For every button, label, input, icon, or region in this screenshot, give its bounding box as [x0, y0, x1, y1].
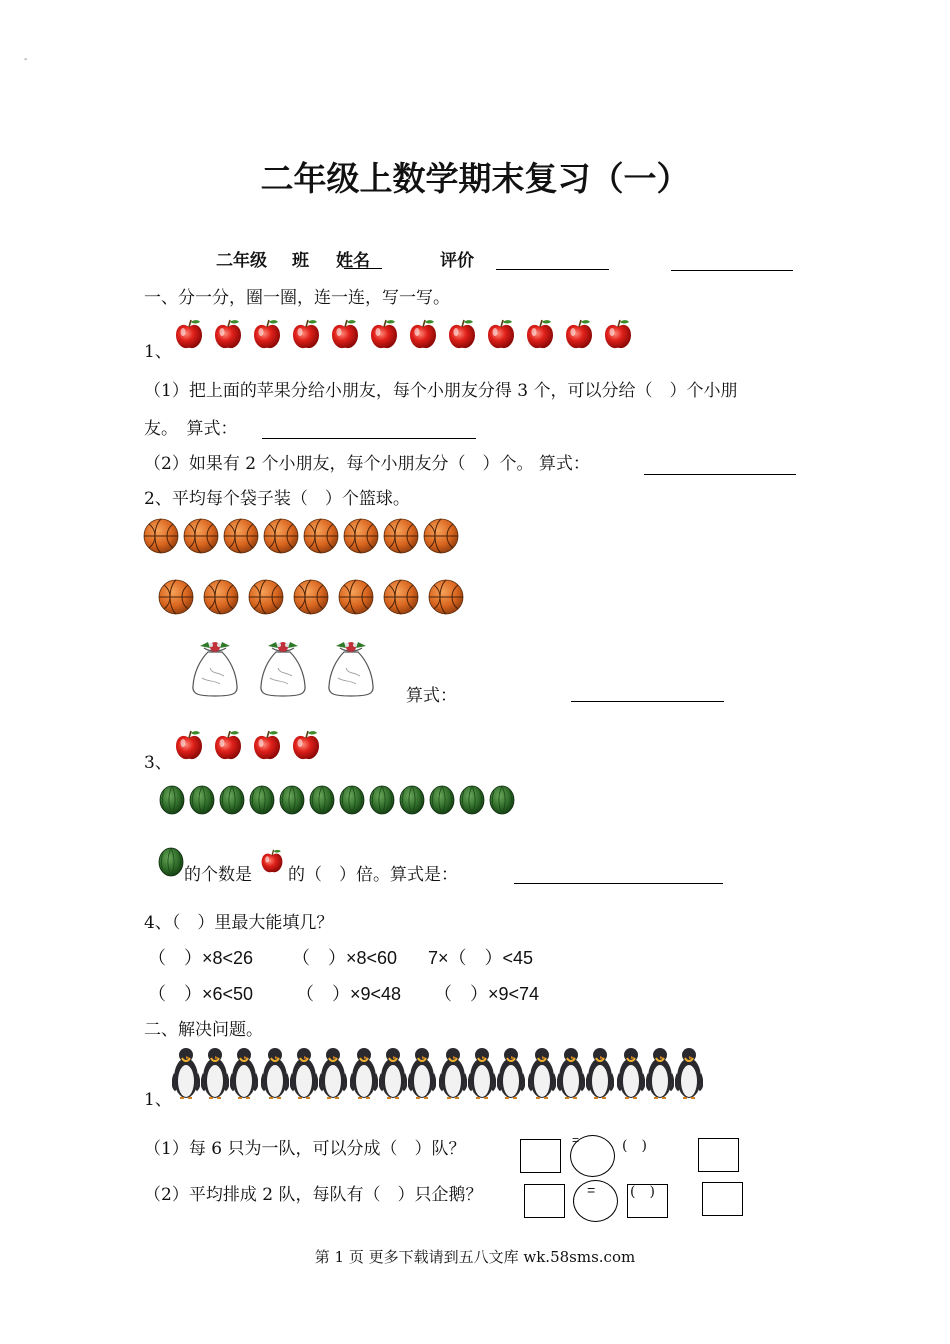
penguin-icon: [261, 1046, 289, 1100]
name-label: 姓名: [336, 251, 370, 271]
penguin-icon: [646, 1046, 674, 1100]
basketball-icon: [158, 579, 194, 615]
penguin-icon: [408, 1046, 436, 1100]
corner-mark: -: [24, 54, 28, 65]
q1-sub1-answer-line[interactable]: [262, 438, 476, 439]
s2-box-2c[interactable]: [702, 1182, 743, 1216]
q3-melon-icon: [158, 846, 184, 878]
apple-icon: [213, 729, 243, 761]
q2-bag-row: [190, 638, 394, 698]
rating-label: 评价: [440, 251, 474, 271]
melon-icon: [189, 785, 215, 815]
q2-answer-line[interactable]: [571, 701, 724, 702]
s2-box-1a[interactable]: [520, 1139, 561, 1173]
s2-q1-number: 1、: [144, 1090, 172, 1110]
apple-icon: [525, 318, 555, 350]
footer: 第 1 页 更多下载请到五八文库 wk.58sms.com: [314, 1248, 636, 1266]
q1-number: 1、: [144, 342, 172, 362]
apple-icon: [252, 729, 282, 761]
melon-icon: [369, 785, 395, 815]
basketball-icon: [263, 518, 299, 554]
melon-icon: [339, 785, 365, 815]
s2-equals-1: =: [572, 1133, 580, 1147]
basketball-icon: [183, 518, 219, 554]
rating-blank[interactable]: [496, 269, 609, 270]
q2-text: 2、平均每个袋子装（ ）个篮球。: [144, 489, 410, 509]
q2-ball-row1: [143, 518, 463, 554]
basketball-icon: [383, 579, 419, 615]
apple-icon: [291, 729, 321, 761]
grade-label: 二年级: [216, 251, 267, 271]
penguin-icon: [439, 1046, 467, 1100]
basketball-icon: [203, 579, 239, 615]
melon-icon: [459, 785, 485, 815]
s2-box-2a[interactable]: [524, 1184, 565, 1218]
apple-icon: [213, 318, 243, 350]
melon-icon: [489, 785, 515, 815]
gift-bag-icon: [190, 638, 240, 698]
penguin-icon: [468, 1046, 496, 1100]
q3-text-b: 的（ ）倍。算式是：: [288, 865, 458, 885]
q4-heading: 4、（ ）里最大能填几？: [144, 913, 334, 933]
q3-melon-row: [159, 785, 519, 815]
q4-item-1: （ ）×8<26: [148, 948, 254, 968]
name-underline: [344, 268, 382, 269]
penguin-icon: [319, 1046, 347, 1100]
apple-icon: [291, 318, 321, 350]
penguin-icon: [350, 1046, 378, 1100]
apple-icon: [174, 729, 204, 761]
penguin-icon: [557, 1046, 585, 1100]
basketball-icon: [343, 518, 379, 554]
melon-icon: [249, 785, 275, 815]
basketball-icon: [338, 579, 374, 615]
penguin-icon: [172, 1046, 200, 1100]
basketball-icon: [143, 518, 179, 554]
penguin-icon: [586, 1046, 614, 1100]
apple-icon: [174, 318, 204, 350]
penguin-icon: [528, 1046, 556, 1100]
q2-formula-label: 算式：: [406, 686, 457, 706]
melon-icon: [279, 785, 305, 815]
melon-icon: [429, 785, 455, 815]
q1-sub2: （2）如果有 2 个小朋友，每个小朋友分（ ）个。 算式：: [144, 454, 590, 474]
apple-icon: [369, 318, 399, 350]
penguin-icon: [290, 1046, 318, 1100]
s2-box-1b[interactable]: [698, 1138, 739, 1172]
penguin-icon: [617, 1046, 645, 1100]
q3-answer-line[interactable]: [514, 883, 723, 884]
melon-icon: [159, 785, 185, 815]
penguin-icon: [201, 1046, 229, 1100]
penguin-icon: [497, 1046, 525, 1100]
basketball-icon: [248, 579, 284, 615]
section2-heading: 二、解决问题。: [144, 1020, 263, 1040]
basketball-icon: [428, 579, 464, 615]
apple-icon: [330, 318, 360, 350]
q3-apple-row: [174, 729, 330, 761]
melon-icon: [219, 785, 245, 815]
q3-number: 3、: [144, 753, 172, 773]
melon-icon: [399, 785, 425, 815]
apple-icon: [252, 318, 282, 350]
q4-item-4: （ ）×6<50: [148, 984, 254, 1004]
section1-heading: 一、分一分，圈一圈，连一连，写一写。: [144, 288, 450, 308]
penguin-icon: [675, 1046, 703, 1100]
penguin-icon: [230, 1046, 258, 1100]
page-title: 二年级上数学期末复习（一）: [260, 159, 690, 198]
s2-operator-circle-2[interactable]: [573, 1180, 618, 1222]
s2-q1-sub1: （1）每 6 只为一队，可以分成（ ）队？: [144, 1139, 466, 1159]
penguin-icon: [379, 1046, 407, 1100]
gift-bag-icon: [258, 638, 308, 698]
s2-penguin-row: [172, 1046, 706, 1100]
s2-equals-2: =: [587, 1182, 596, 1198]
apple-icon: [486, 318, 516, 350]
melon-icon: [309, 785, 335, 815]
gift-bag-icon: [326, 638, 376, 698]
s2-paren-2: ( ): [630, 1184, 655, 1200]
apple-icon: [564, 318, 594, 350]
basketball-icon: [423, 518, 459, 554]
apple-icon: [447, 318, 477, 350]
basketball-icon: [383, 518, 419, 554]
q1-sub1-line2: 友。 算式：: [144, 419, 238, 439]
q1-sub1-line1: （1）把上面的苹果分给小朋友，每个小朋友分得 3 个，可以分给（ ）个小朋: [144, 381, 738, 401]
extra-blank[interactable]: [671, 270, 793, 271]
q1-apple-row: [174, 318, 642, 350]
q2-ball-row2: [158, 579, 473, 615]
q1-sub2-answer-line[interactable]: [644, 474, 796, 475]
s2-paren-1: ( ): [622, 1138, 647, 1154]
q4-item-5: （ ）×9<48: [296, 984, 402, 1004]
basketball-icon: [223, 518, 259, 554]
q4-item-6: （ ）×9<74: [434, 984, 540, 1004]
s2-q1-sub2: （2）平均排成 2 队，每队有（ ）只企鹅？: [144, 1185, 483, 1205]
q3-apple-icon: [260, 848, 284, 874]
apple-icon: [603, 318, 633, 350]
basketball-icon: [303, 518, 339, 554]
q4-item-2: （ ）×8<60: [292, 948, 398, 968]
basketball-icon: [293, 579, 329, 615]
apple-icon: [408, 318, 438, 350]
class-label: 班: [292, 251, 309, 271]
q3-text-a: 的个数是: [184, 865, 252, 885]
q4-item-3: 7×（ ）<45: [428, 948, 534, 968]
